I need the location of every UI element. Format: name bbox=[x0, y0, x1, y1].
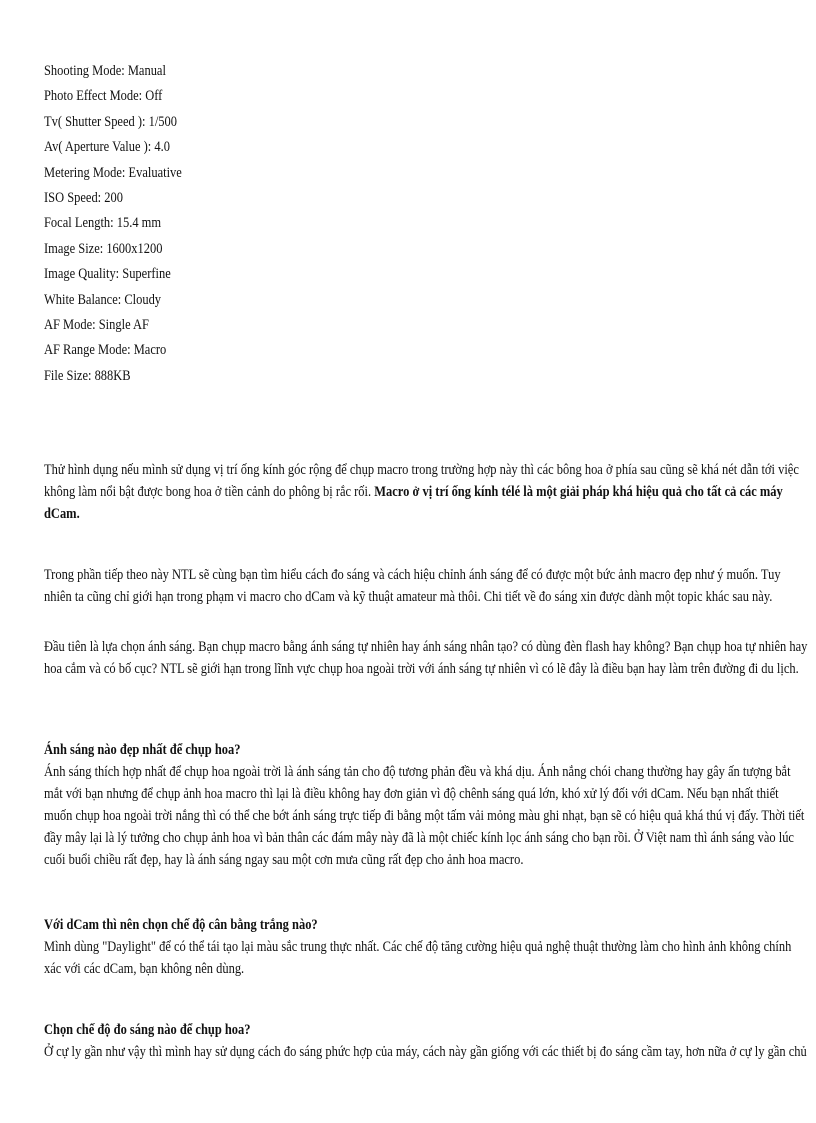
spec-af-mode: AF Mode: Single AF bbox=[44, 316, 149, 333]
section-heading: Ánh sáng nào đẹp nhất để chụp hoa? bbox=[44, 742, 241, 758]
section-metering-mode bbox=[44, 1019, 809, 1063]
section-heading: Chọn chế độ đo sáng nào để chụp hoa? bbox=[44, 1022, 251, 1038]
section-body: Ánh sáng thích hợp nhất để chụp hoa ngoài trời là ánh sáng tản cho độ tương phản đều và khá dịu. Ánh nắng chói chang thường hay gây ấn tượng bắt mắt với bạn nhưng để chụp ảnh hoa macro thì lại là điều không hay đơn giản vì độ chênh sáng quá lớn, khó xử lý đối với dCam. Nếu bạn nhất thiết muốn chụp hoa ngoài trời nắng thì có thể che bớt ánh sáng trực tiếp đi bằng một tấm vải mỏng màu ghi nhạt, bạn sẽ có hiệu quả khá thú vị đấy. Thời tiết đầy mây lại là lý tưởng cho chụp ảnh hoa vì bản thân các đám mây này đã là một chiếc kính lọc ánh sáng cho bạn rồi. Ở Việt nam thì ánh sáng vào lúc cuối buổi chiều rất đẹp, hay là ánh sáng ngay sau một cơn mưa cũng rất đẹp cho ảnh hoa macro. bbox=[44, 764, 805, 868]
spec-image-size: Image Size: 1600x1200 bbox=[44, 240, 163, 257]
paragraph-light-choice: Đầu tiên là lựa chọn ánh sáng. Bạn chụp macro bằng ánh sáng tự nhiên hay ánh sáng nhân tạo? có dùng đèn flash hay không? Bạn chụp hoa tự nhiên hay hoa cắm và có bố cục? NTL sẽ giới hạn trong lĩnh vực chụp hoa ngoài trời với ánh sáng tự nhiên vì có lẽ đây là điều bạn hay làm trên đường đi du lịch. bbox=[44, 639, 808, 677]
spec-file-size: File Size: 888KB bbox=[44, 367, 131, 384]
spec-af-range-mode: AF Range Mode: Macro bbox=[44, 342, 167, 359]
spec-shooting-mode: Shooting Mode: Manual bbox=[44, 63, 166, 79]
spec-shutter-speed: Tv( Shutter Speed ): 1/500 bbox=[44, 113, 178, 130]
spec-iso-speed: ISO Speed: 200 bbox=[44, 189, 123, 206]
paragraph-intro-metering: Trong phần tiếp theo này NTL sẽ cùng bạn tìm hiểu cách đo sáng và cách hiệu chỉnh ánh sáng để có được một bức ảnh macro đẹp như ý muốn. Tuy nhiên ta cũng chỉ giới hạn trong phạm vi macro cho dCam và kỹ thuật amateur mà thôi. Chi tiết về đo sáng xin được dành một topic khác sau này. bbox=[44, 567, 781, 605]
camera-settings-list bbox=[44, 59, 444, 389]
section-white-balance bbox=[44, 914, 809, 980]
section-best-light bbox=[44, 739, 809, 871]
section-body: Ở cự ly gần như vậy thì mình hay sử dụng cách đo sáng phức hợp của máy, cách này gần giống với các thiết bị đo sáng cầm tay, hơn nữa ở cự ly gần chủ bbox=[44, 1044, 807, 1060]
paragraph-wide-angle-note bbox=[44, 459, 809, 525]
spec-aperture-value: Av( Aperture Value ): 4.0 bbox=[44, 139, 170, 156]
spec-focal-length: Focal Length: 15.4 mm bbox=[44, 215, 162, 232]
paragraph-text: Thử hình dụng nếu mình sử dụng vị trí ống kính góc rộng để chụp macro trong trường hợp này thì các bông hoa ở phía sau cũng sẽ khá nét dẫn tới việc không làm nổi bật được bong hoa ở tiền cảnh do phông bị rắc rối. bbox=[44, 462, 799, 500]
section-body: Mình dùng "Daylight" để có thể tái tạo lại màu sắc trung thực nhất. Các chế độ tăng cường hiệu quả nghệ thuật thường làm cho hình ảnh không chính xác với các dCam, bạn không nên dùng. bbox=[44, 939, 792, 977]
spec-white-balance: White Balance: Cloudy bbox=[44, 291, 162, 308]
paragraph-bold-text: Macro ở vị trí ống kính télé là một giải pháp khá hiệu quả cho tất cả các máy dCam. bbox=[44, 484, 783, 522]
spec-photo-effect-mode: Photo Effect Mode: Off bbox=[44, 88, 163, 105]
section-heading: Với dCam thì nên chọn chế độ cân bằng trắng nào? bbox=[44, 917, 318, 933]
spec-image-quality: Image Quality: Superfine bbox=[44, 266, 171, 283]
spec-metering-mode: Metering Mode: Evaluative bbox=[44, 164, 182, 181]
